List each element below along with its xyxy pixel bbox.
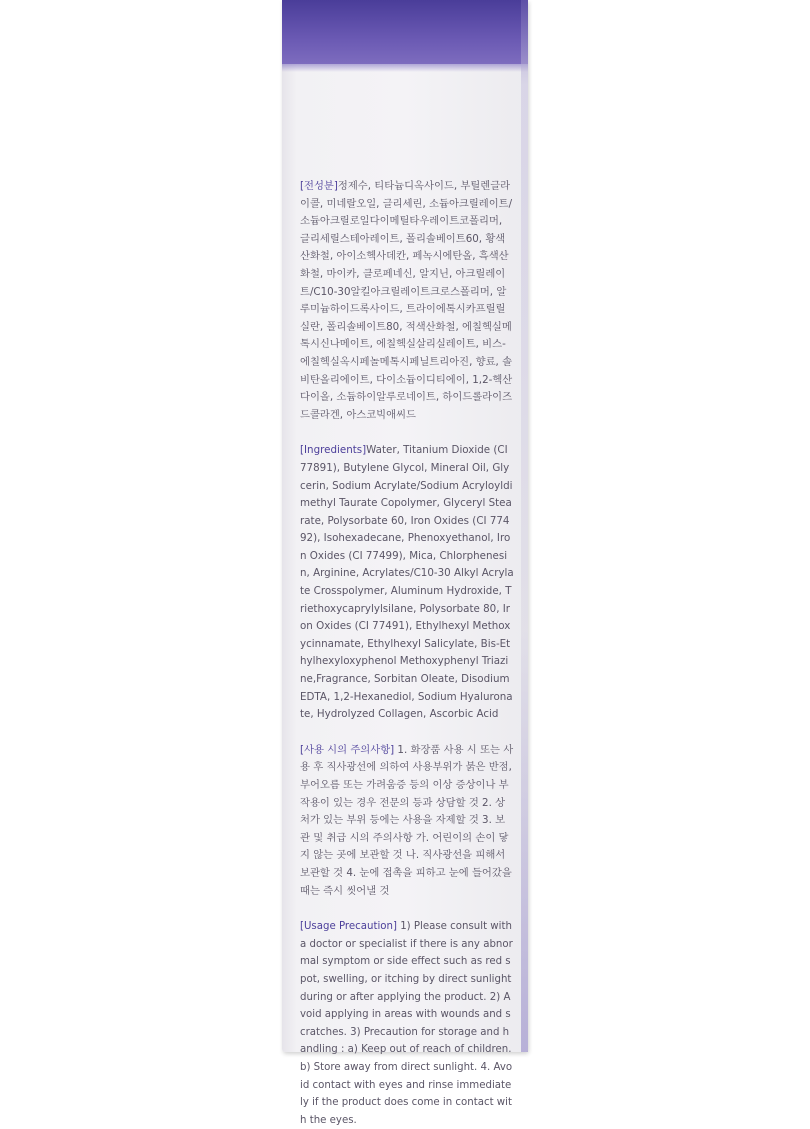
band-fade <box>282 64 528 72</box>
ingredients-english-label: [Ingredients] <box>300 444 367 457</box>
ingredients-korean-label: [전성분] <box>300 180 338 192</box>
precaution-korean-text: 1. 화장품 사용 시 또는 사용 후 직사광선에 의하여 사용부위가 붉은 반점, 부어오름 또는 가려움증 등의 이상 증상이나 부작용이 있는 경우 전문의 등과 상담할 것 2. 상처가 있는 부위 등에는 사용을 자제할 것 3. 보관 및 취급 시의 주의사항 가. 어린이의 손이 닿지 않는 곳에 보관할 것 나. 직사광선을 피해서 보관할 것 4. 눈에 접촉을 피하고 눈에 들어갔을 때는 즉시 씻어낼 것 <box>300 743 514 897</box>
precaution-english <box>300 918 514 1129</box>
precaution-english-text: 1) Please consult with a doctor or specialist if there is any abnormal symptom or side effect such as red spot, swelling, or itching by direct sunlight during or after applying the product. 2) Avoid applying in areas with wounds and scratches. 3) Precaution for storage and handling : a) Keep out of reach of children. b) Store away from direct sunlight. 4. Avoid contact with eyes and rinse immediately if the product does come in contact with the eyes. <box>300 921 513 1126</box>
ingredients-english-text: Water, Titanium Dioxide (CI 77891), Butylene Glycol, Mineral Oil, Glycerin, Sodium Acrylate/Sodium Acryloyldimethyl Taurate Copolymer, Glyceryl Stearate, Polysorbate 60, Iron Oxides (CI 77492), Isohexadecane, Phenoxyethanol, Iron Oxides (CI 77499), Mica, Chlorphenesin, Arginine, Acrylates/C10-30 Alkyl Acrylate Crosspolymer, Aluminum Hydroxide, Triethoxycaprylylsilane, Polysorbate 80, Iron Oxides (CI 77491), Ethylhexyl Methoxycinnamate, Ethylhexyl Salicylate, Bis-Ethylhexyloxyphenol Methoxyphenyl Triazine,Fragrance, Sorbitan Oleate, Disodium EDTA, 1,2-Hexanediol, Sodium Hyaluronate, Hydrolyzed Collagen, Ascorbic Acid <box>300 444 514 721</box>
right-edge-strip <box>521 0 528 1052</box>
precaution-korean-label: [사용 시의 주의사항] <box>300 743 395 756</box>
precaution-english-label: [Usage Precaution] <box>300 921 397 933</box>
ingredients-korean <box>300 178 514 424</box>
precaution-korean <box>300 742 514 900</box>
ingredients-korean-text: 정제수, 티타늄디옥사이드, 부틸렌글라이콜, 미네랄오일, 글리세린, 소듐아크릴레이트/소듐아크릴로일다이메틸타우레이트코폴리머, 글리세릴스테아레이트, 폴리솔베이트60, 황색산화철, 아이소헥사데칸, 페녹시에탄올, 흑색산화철, 마이카, 클로페네신, 알지닌, 아크릴레이트/C10-30알킬아크릴레이트크로스폴리머, 알루미늄하이드록사이드, 트라이에톡시카프릴릴실란, 폴리솔베이트80, 적색산화철, 에칠헥실메톡시신나메이트, 에칠헥실살리실레이트, 비스-에칠헥실옥시페놀메톡시페닐트리아진, 향료, 솔비탄올리에이트, 다이소듐이디티에이, 1,2-헥산다이올, 소듐하이알루로네이트, 하이드롤라이즈드콜라겐, 아스코빅애씨드 <box>300 180 513 421</box>
purple-top-band <box>282 0 528 64</box>
label-text-block <box>300 178 514 1129</box>
ingredients-english <box>300 442 514 724</box>
